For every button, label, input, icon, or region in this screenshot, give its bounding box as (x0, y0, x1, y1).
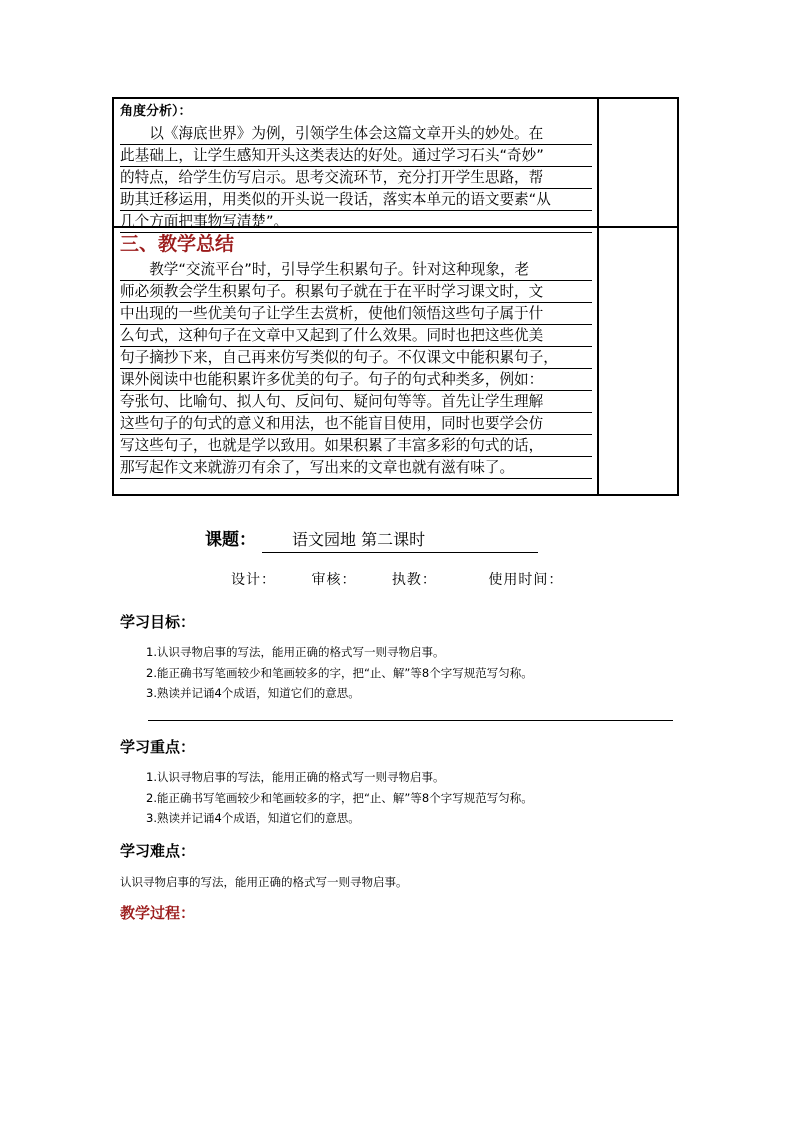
time-label: 使用时间： (488, 572, 564, 588)
topic-line (205, 528, 538, 553)
summary-line: 中出现的一些优美句子让学生去赏析，使他们领悟这些句子属于什 (120, 303, 592, 325)
summary-line: 这些句子的句式的意义和用法，也不能盲目使用，同时也要学会仿 (120, 413, 592, 435)
analysis-line: 此基础上，让学生感知开头这类表达的好处。通过学习石头“奇妙” (120, 145, 592, 167)
analysis-line: 的特点，给学生仿写启示。思考交流环节，充分打开学生思路，帮 (120, 167, 592, 189)
topic-label: 课题： (205, 530, 256, 550)
summary-line: 么句式，这种句子在文章中又起到了什么效果。同时也把这些优美 (120, 325, 592, 347)
objectives-list (146, 642, 533, 704)
process-heading: 教学过程： (120, 904, 196, 922)
list-item: 3.熟读并记诵4个成语，知道它们的意思。 (146, 686, 360, 700)
summary-cell (120, 228, 592, 479)
list-item: 3.熟读并记诵4个成语，知道它们的意思。 (146, 811, 360, 825)
analysis-label: 角度分析）： (120, 104, 192, 119)
analysis-line: 以《海底世界》为例，引领学生体会这篇文章开头的妙处。在 (120, 123, 592, 145)
key-points-heading: 学习重点： (120, 738, 196, 756)
table-column-divider (597, 99, 599, 494)
list-item: 1.认识寻物启事的写法，能用正确的格式写一则寻物启事。 (146, 645, 445, 659)
topic-value: 语文园地 第二课时 (262, 528, 538, 553)
list-item: 2.能正确书写笔画较少和笔画较多的字，把“止、解”等8个字写规范写匀称。 (146, 790, 533, 805)
summary-line: 夸张句、比喻句、拟人句、反问句、疑问句等等。首先让学生理解 (120, 391, 592, 413)
objectives-heading: 学习目标： (120, 613, 196, 631)
summary-line: 句子摘抄下来，自己再来仿写类似的句子。不仅课文中能积累句子， (120, 347, 592, 369)
teach-label: 执教： (391, 572, 437, 588)
analysis-line: 几个方面把事物写清楚”。 (120, 211, 592, 233)
summary-line: 写这些句子，也就是学以致用。如果积累了丰富多彩的句式的话， (120, 435, 592, 457)
design-label: 设计： (231, 572, 276, 588)
review-label: 审核： (311, 572, 357, 588)
summary-title: 三、教学总结 (120, 233, 235, 255)
meta-line (231, 570, 593, 590)
list-item: 2.能正确书写笔画较少和笔画较多的字，把“止、解”等8个字写规范写匀称。 (146, 665, 533, 680)
list-item: 1.认识寻物启事的写法，能用正确的格式写一则寻物启事。 (146, 770, 445, 784)
summary-line: 师必须教会学生积累句子。积累句子就在于在平时学习课文时，文 (120, 281, 592, 303)
lesson-table (112, 97, 679, 496)
difficulty-heading: 学习难点： (120, 842, 196, 860)
key-points-list (146, 767, 533, 829)
divider-rule (148, 720, 673, 721)
difficulty-text: 认识寻物启事的写法，能用正确的格式写一则寻物启事。 (120, 875, 408, 889)
summary-line: 课外阅读中也能积累许多优美的句子。句子的句式种类多，例如： (120, 369, 592, 391)
analysis-cell (120, 99, 592, 233)
summary-line: 教学“交流平台”时，引导学生积累句子。针对这种现象，老 (120, 259, 592, 281)
summary-line: 那写起作文来就游刃有余了，写出来的文章也就有滋有味了。 (120, 457, 592, 479)
analysis-line: 助其迁移运用，用类似的开头说一段话，落实本单元的语文要素“从 (120, 189, 592, 211)
